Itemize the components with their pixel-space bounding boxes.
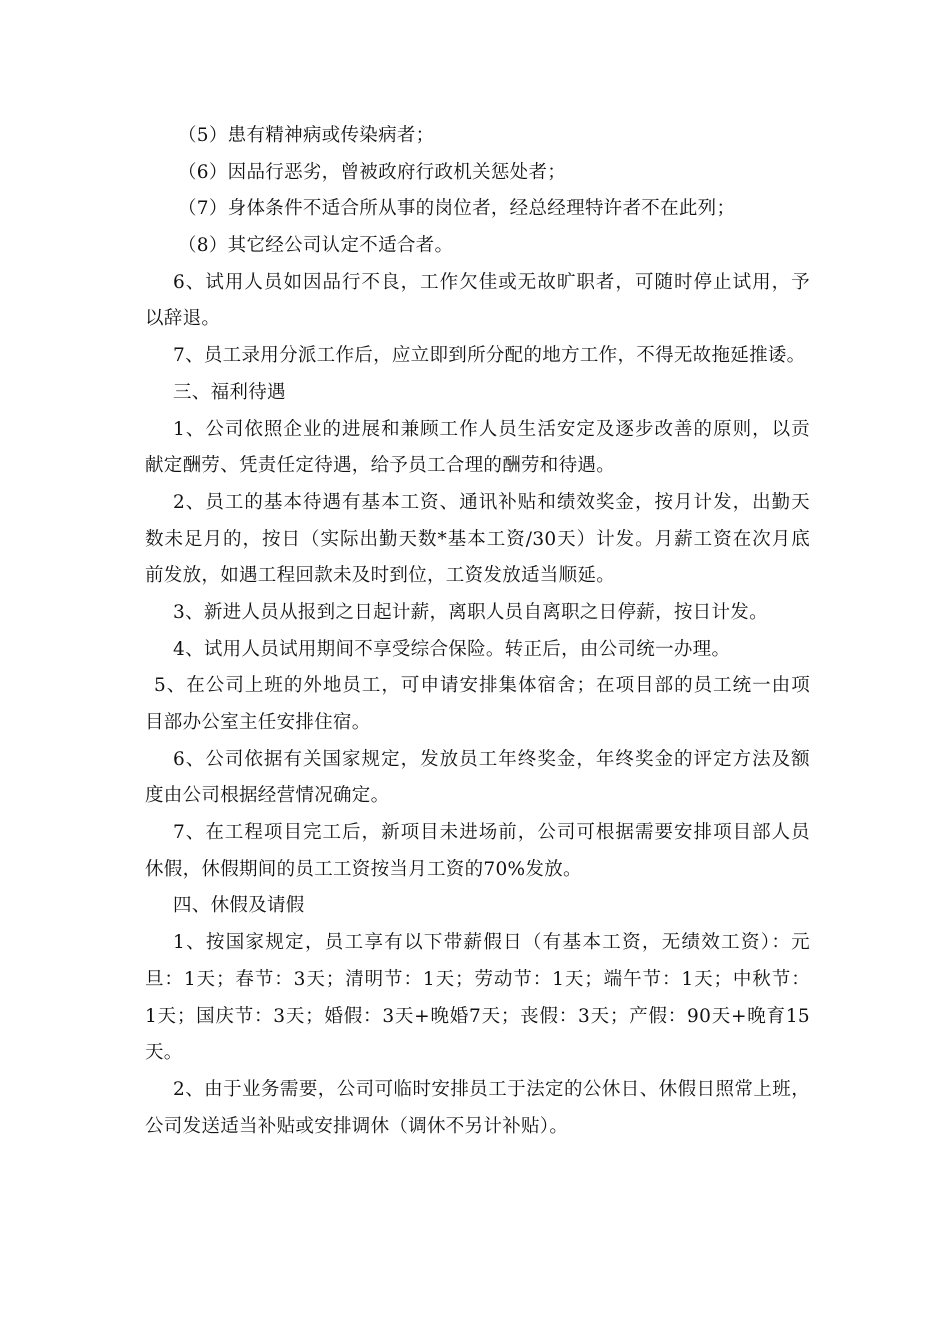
paragraph-line: 1、公司依照企业的进展和兼顾工作人员生活安定及逐步改善的原则，以贡 xyxy=(173,418,810,440)
paragraph-line: 3、新进人员从报到之日起计薪，离职人员自离职之日停薪，按日计发。 xyxy=(173,601,768,623)
section-heading-leave: 四、休假及请假 xyxy=(173,895,305,917)
paragraph-line: 度由公司根据经营情况确定。 xyxy=(145,785,390,807)
document-body xyxy=(145,118,810,1145)
paragraph-line: 天。 xyxy=(145,1042,183,1064)
list-item-8: （8）其它经公司认定不适合者。 xyxy=(178,235,454,257)
paragraph-line: 以辞退。 xyxy=(145,308,221,330)
paragraph-line: 数未足月的，按日（实际出勤天数*基本工资/30天）计发。月薪工资在次月底 xyxy=(145,528,810,550)
list-item-5: （5）患有精神病或传染病者； xyxy=(178,125,435,146)
list-item-6: （6）因品行恶劣，曾被政府行政机关惩处者； xyxy=(178,161,567,183)
paragraph-line: 1、按国家规定，员工享有以下带薪假日（有基本工资，无绩效工资）：元 xyxy=(173,932,810,954)
paragraph-line: 1天；国庆节：3天；婚假：3天+晚婚7天；丧假：3天；产假：90天+晚育15 xyxy=(145,1005,810,1027)
paragraph-line: 旦：1天；春节：3天；清明节：1天；劳动节：1天；端午节：1天；中秋节： xyxy=(145,968,810,990)
paragraph-line: 目部办公室主任安排住宿。 xyxy=(145,712,371,733)
paragraph-line: 4、试用人员试用期间不享受综合保险。转正后，由公司统一办理。 xyxy=(173,638,731,660)
paragraph-line: 公司发送适当补贴或安排调休（调休不另计补贴）。 xyxy=(145,1115,569,1137)
paragraph-line: 6、试用人员如因品行不良，工作欠佳或无故旷职者，可随时停止试用，予 xyxy=(173,271,810,293)
paragraph-line: 2、员工的基本待遇有基本工资、通讯补贴和绩效奖金，按月计发，出勤天 xyxy=(173,491,810,513)
paragraph-line: 7、在工程项目完工后，新项目未进场前，公司可根据需要安排项目部人员 xyxy=(173,822,810,844)
paragraph-line: 前发放，如遇工程回款未及时到位，工资发放适当顺延。 xyxy=(145,565,616,587)
list-item-7: （7）身体条件不适合所从事的岗位者，经总经理特许者不在此列； xyxy=(178,198,736,220)
paragraph-line: 2、由于业务需要，公司可临时安排员工于法定的公休日、休假日照常上班， xyxy=(173,1078,810,1100)
paragraph-line: 7、员工录用分派工作后，应立即到所分配的地方工作，不得无故拖延推诿。 xyxy=(173,345,806,367)
paragraph-line: 休假，休假期间的员工工资按当月工资的70%发放。 xyxy=(145,858,582,880)
paragraph-line: 5、在公司上班的外地员工，可申请安排集体宿舍；在项目部的员工统一由项 xyxy=(154,675,810,697)
paragraph-line: 6、公司依据有关国家规定，发放员工年终奖金，年终奖金的评定方法及额 xyxy=(173,748,810,770)
section-heading-welfare: 三、福利待遇 xyxy=(173,381,286,403)
paragraph-line: 献定酬劳、凭责任定待遇，给予员工合理的酬劳和待遇。 xyxy=(145,455,616,477)
